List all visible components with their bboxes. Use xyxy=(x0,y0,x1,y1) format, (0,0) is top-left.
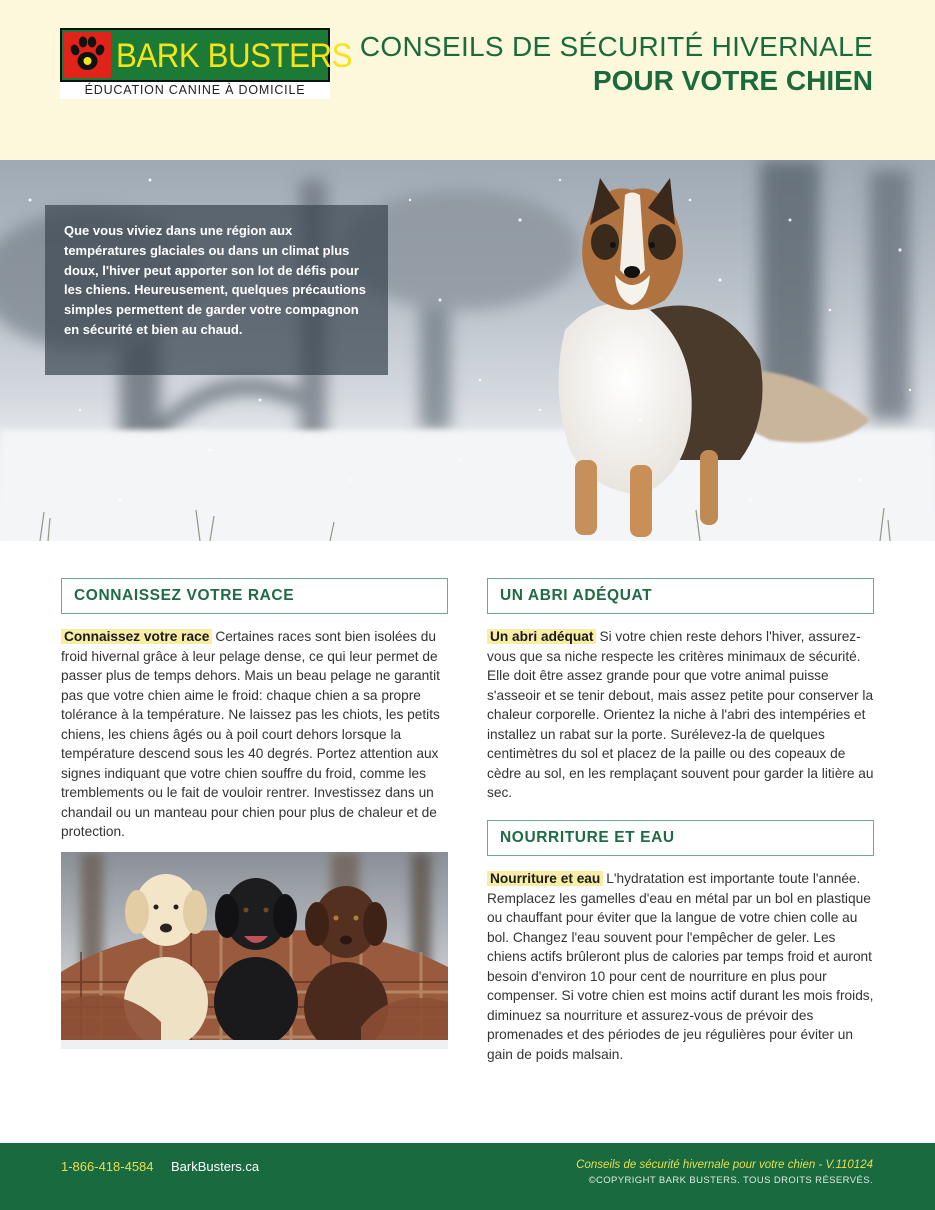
footer-document-title: Conseils de sécurité hivernale pour votre chien - V.110124 xyxy=(576,1159,873,1171)
footer-website-link[interactable]: BarkBusters.ca xyxy=(171,1159,260,1174)
intro-text: Que vous viviez dans une région aux températures glaciales ou dans un climat plus doux, l'hiver peut apporter son lot de défis pour les chiens. Heureusement, quelques précautions simples permettent de garder votre compagnon en sécurité et bien au chaud. xyxy=(64,223,366,337)
hero-banner xyxy=(0,160,935,541)
bark-busters-logo xyxy=(60,28,353,99)
page-title-line1: CONSEILS DE SÉCURITÉ HIVERNALE xyxy=(359,31,873,62)
section-heading-race: CONNAISSEZ VOTRE RACE xyxy=(61,578,448,614)
logo-brand-name: BARK BUSTERS xyxy=(116,37,353,75)
section-heading-abri: UN ABRI ADÉQUAT xyxy=(487,578,874,614)
highlight-race: Connaissez votre race xyxy=(61,629,212,644)
abri-text: Si votre chien reste dehors l'hiver, assurez-vous que sa niche respecte les critères minimaux de sécurité. Elle doit être assez grande pour que votre animal puisse s'asseoir et se tenir debout, mais assez petite pour conserver la chaleur corporelle. Orientez la niche à l'abri des intempéries et installez un rabat sur la porte. Surélevez-la de quelques centimètres du sol et placez de la paille ou des copeaux de cèdre au sol, en les remplaçant souvent pour garder la litière au sec. xyxy=(487,629,874,800)
paw-icon xyxy=(64,32,111,78)
section-body-nourriture xyxy=(487,869,877,1064)
page-header xyxy=(0,0,935,160)
race-text: Certaines races sont bien isolées du froid hivernal grâce à leur pelage dense, ce qui leur permet de passer plus de temps dehors. Mais un beau pelage ne garantit pas que votre chien aime le froid: chaque chien a sa propre tolérance à la température. Ne laissez pas les chiots, les petits chiens, les chiens âgés ou à poil court dehors lorsque la température descend sous les 40 degrés. Portez attention aux signes indiquant que votre chien souffre du froid, comme les tremblements ou le fait de vouloir rentrer. Investissez dans un chandail ou un manteau pour chien pour plus de chaleur et de protection. xyxy=(61,629,440,839)
section-heading-nourriture: NOURRITURE ET EAU xyxy=(487,820,874,856)
footer-phone[interactable]: 1-866-418-4584 xyxy=(61,1159,154,1174)
section-body-abri xyxy=(487,627,877,803)
highlight-nourriture: Nourriture et eau xyxy=(487,871,603,886)
page-footer xyxy=(0,1143,935,1210)
section-body-race xyxy=(61,627,451,842)
highlight-abri: Un abri adéquat xyxy=(487,629,596,644)
footer-copyright: ©COPYRIGHT BARK BUSTERS. TOUS DROITS RÉSERVÉS. xyxy=(588,1175,873,1186)
logo-tagline: ÉDUCATION CANINE À DOMICILE xyxy=(60,82,330,99)
logo-banner xyxy=(60,28,353,82)
three-labradors-photo xyxy=(61,852,448,1049)
intro-overlay-box xyxy=(45,205,388,375)
nourriture-text: L'hydratation est importante toute l'année. Remplacez les gamelles d'eau en métal par un bol en plastique ou chauffant pour éviter que la langue de votre chien colle au bol. Changez l'eau souvent pour l'empêcher de geler. Les chiens actifs brûleront plus de calories par temps froid et auront besoin d'environ 10 pour cent de nourriture en plus pour compenser. Si votre chien est moins actif durant les mois froids, diminuez sa nourriture et assurez-vous de prévoir des promenades et des périodes de jeu régulières pour éviter un gain de poids malsain. xyxy=(487,871,874,1062)
page-title-line2: POUR VOTRE CHIEN xyxy=(592,65,873,96)
